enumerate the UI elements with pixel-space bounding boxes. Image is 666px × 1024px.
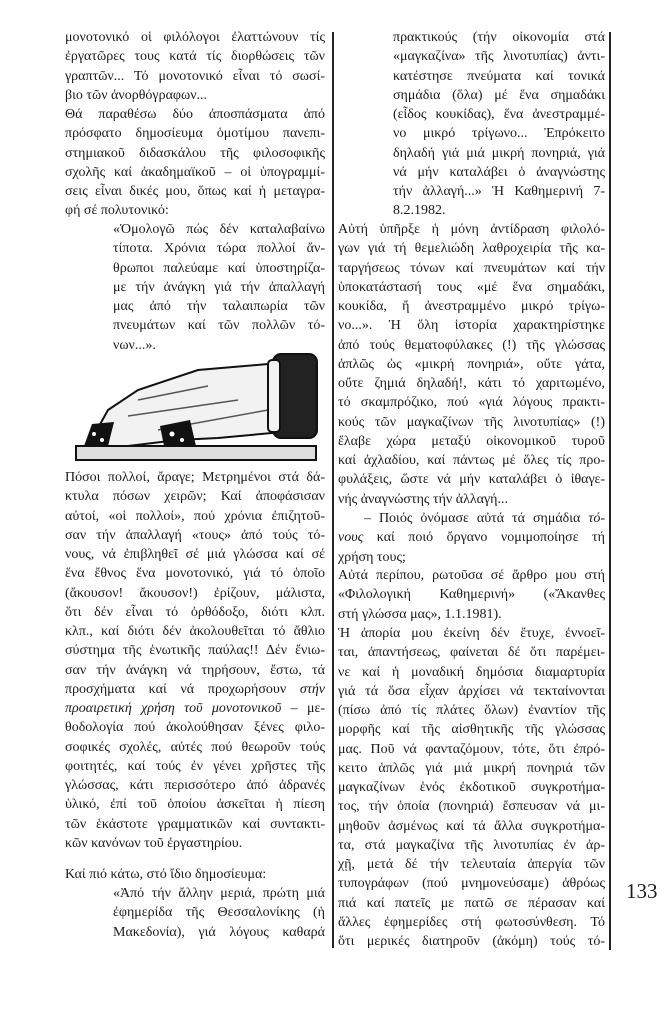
text-line: Μακεδονία), γιά λόγους καθαρά: [113, 924, 325, 940]
text-line: «Ἀπό τήν ἄλλην μεριά, πρώτη μιά: [113, 886, 325, 901]
text-line: τυπογράφων (πού μνημονεύσαμε) ἀθρόως: [338, 876, 605, 892]
text-line: [338, 509, 605, 528]
text-line: νε καί ἡ μοναδική δημόσια διαμαρτυρία: [338, 664, 605, 680]
text-line: γλώσσας, κάτι περισσότερο ἀπό ἀδρανές: [65, 778, 325, 793]
text-line: καί ἀχλαδίου, καί πάντως μέ ὅλες τίς προ-: [338, 453, 605, 468]
text-line: γραπτῶν... Τό μονοτονικό εἶναι τό σωσί-: [65, 68, 325, 84]
text-line: κουκίδα, ἤ ἀνεστραμμένο μικρό τρίγω-: [338, 299, 605, 314]
text-line: Ἡ ἀπορία μου ἐκείνη δέν ἔτυχε, ἐννοεῖ-: [338, 626, 605, 641]
text-line: Αὐτά περίπου, ρωτοῦσα σέ ἄρθρο μου στή: [338, 568, 605, 583]
text-line: (ἄκουσον! ἄκουσον!) ἐρίζουν, μάλιστα,: [65, 585, 325, 601]
text-line: σοφικές σχολές, αὐτές πού θεωροῦν τούς: [65, 739, 325, 755]
text-span: καί ποιό ὄργανο νομιμοποίησε τή: [363, 530, 605, 546]
text-line: [65, 699, 325, 718]
text-line: τα, στά μαγκαζίνα τῆς λινοτυπίας ἐν ἀρ-: [338, 837, 605, 853]
block-quote: [113, 220, 325, 355]
text-line: δηλαδή γιά μιά μικρή πονηριά, γιά: [393, 145, 605, 161]
page-number: 133: [626, 879, 658, 903]
text-line: πρόσφατο δημοσίευμα ὁμοτίμου πανεπι-: [65, 126, 325, 142]
text-line: βιο τῶν ἀνορθόγραφων...: [65, 87, 208, 103]
text-line: Αὐτή ὑπῆρξε ἡ μόνη ἀντίδραση φιλολό-: [338, 222, 605, 237]
text-line: ἕνα ἔθνος ἕνα μονοτονικό, γιά τό ὁποῖο: [65, 566, 325, 582]
text-span: – Ποιός ὀνόμασε αὐτά τά σημάδια: [364, 511, 589, 526]
text-line: χρήση τους;: [338, 549, 406, 565]
text-line: «Φιλολογική Καθημερινή» («Ἄκανθες: [338, 587, 605, 603]
paragraph: [338, 509, 605, 567]
block-quote: [393, 28, 605, 221]
text-line: θρωποι παλεύαμε καί ὑποστηρίζα-: [113, 260, 325, 276]
text-line: ὑποκατάστασή τους «μέ ἕνα σημαδάκι,: [338, 279, 605, 295]
column-rule: [609, 32, 611, 950]
text-line: τος, τήν ὁποία (πονηριά) ἔσπευσαν νά μι-: [338, 799, 605, 815]
text-line: ἁπλῶς ὡς «μικρή πονηριά», οὔτε γάτα,: [338, 356, 605, 372]
text-line: κῶν κανόνων τοῦ ἐργαστηρίου.: [65, 835, 243, 851]
paragraph: [338, 220, 605, 509]
text-line: στή γλώσσα μας», 1.1.1981).: [338, 606, 502, 622]
text-line: κούς τῶν μαγκαζίνων τῆς λινοτυπίας» (!): [338, 414, 605, 430]
text-line: νων...».: [113, 337, 156, 353]
column-rule: [332, 32, 334, 948]
text-line: (εἶδος κουκίδας), ἕνα ἀνεστραμμέ-: [393, 107, 605, 122]
italic-text: στήν: [299, 681, 325, 697]
text-line: ἔλαβε χώρα μεταξύ οἰκονομικοῦ τυροῦ: [338, 433, 605, 449]
italic-text: τό-: [588, 511, 605, 526]
text-line: σημάδια (ὅλα) μέ ἕνα σημαδάκι: [393, 87, 605, 103]
text-line: πρακτικούς (τήν οἰκονομία στά: [393, 30, 605, 45]
text-line: μηθοῦν ἀσμένως καί τά ἄλλα συγκροτήμα-: [338, 818, 605, 834]
text-line: μας ἀπό τήν ταλαιπωρία τῶν: [113, 299, 325, 314]
text-line: νο...». Ἡ ὅλη ἱστορία χαρακτηρίστηκε: [338, 318, 605, 334]
text-line: σαν τήν ἀνάγκη νά τηρήσουν, ἔστω, τά: [65, 662, 325, 678]
text-line: σεις εἶναι δικές μου, ὅπως καί ἡ μεταγρα-: [65, 184, 325, 199]
text-line: σύστημα τῆς ἑνωτικῆς παύλας!! Δέν ἔνιω-: [65, 643, 325, 659]
text-line: οὔτε ζημιά δηλαδή!, κάτι τό χαριτωμένο,: [338, 376, 605, 391]
paragraph: [338, 624, 605, 951]
text-span: – με-: [281, 701, 325, 716]
text-line: ἐργατῶρες τους κατά τίς διορθώσεις τῶν: [65, 49, 325, 65]
text-span: προσχήματα καί νά προχωρήσουν: [65, 681, 300, 697]
text-line: 8.2.1982.: [393, 203, 446, 219]
text-line: κτυλα πόσων χειρῶν; Καί ἀποφάσισαν: [65, 489, 325, 505]
text-line: θοδολογία πού ἀκολούθησαν ξένες φιλο-: [65, 720, 325, 736]
paragraph: [65, 468, 325, 853]
text-line: Καί πιό κάτω, στό ἴδιο δημοσίευμα:: [65, 867, 267, 882]
text-line: ἄλλες ἐφημερίδες στή φωτοσύνθεση. Τό: [338, 914, 605, 930]
text-line: ὅτι μερικές διατηροῦν (ἀκόμη) τούς τό-: [338, 934, 605, 949]
text-line: αὐτοί, «οἱ πολλοί», πού χρόνια ἐπιζητοῦ-: [65, 508, 325, 524]
text-line: «Ὁμολογῶ πώς δέν καταλαβαίνω: [113, 222, 325, 237]
text-line: ται, ἀπαντήσεως, φαίνεται δέ ὅτι παρέμει-: [338, 645, 605, 661]
paragraph: [338, 566, 605, 624]
text-line: «μαγκαζίνα» τῆς λινοτυπίας) ἀντι-: [393, 49, 605, 65]
text-line: χῇ, μετά δέ τήν τελευταία ἀπεργία τῶν: [338, 857, 605, 872]
text-line: νά μήν καταλάβει ὁ ἀναγνώστης: [393, 164, 605, 180]
text-line: με τήν ἀνάγκη γιά τήν ἀπαλλαγή: [113, 279, 325, 295]
text-line: τίποτα. Χρόνια τώρα πολλοί ἄν-: [113, 241, 325, 257]
text-line: ὅτι δέν εἶναι τό ὀρθόδοξο, διότι κλπ.: [65, 604, 325, 620]
text-line: Πόσοι πολλοί, ἄραγε; Μετρημένοι στά δά-: [65, 470, 325, 485]
text-line: σχολῆς καί ἀκαδημαϊκοῦ – οἱ ὑπογραμμί-: [65, 164, 325, 180]
pointing-hand-illustration: [68, 350, 324, 464]
paragraph: [65, 865, 325, 884]
text-line: μας. Ποῦ νά φανταζόμουν, τότε, ὅτι ἐπρό-: [338, 741, 605, 757]
text-line: νο μικρό τρίγωνο... Ἐπρόκειτο: [393, 126, 605, 142]
text-line: τό σκαμπρόζικο, πού «γιά λόγους πρακτι-: [338, 395, 605, 411]
text-line: πιά καί πατεῖς με πατῶ σε πέρασαν καί: [338, 895, 605, 911]
text-line: Θά παραθέσω δύο ἀποσπάσματα ἀπό: [65, 107, 325, 122]
text-line: νής ἀναγνώστης τήν ἀλλαγή...: [338, 491, 508, 507]
text-line: (πίσω ἀπό τίς πλάτες ὅλων) ἐναντίον τῆς: [338, 703, 605, 718]
italic-text: προαιρετική χρήση τοῦ μονοτονικοῦ: [65, 701, 282, 716]
text-line: κειτο ἁπλῶς γιά μιά μικρή πονηριά τῶν: [338, 760, 605, 776]
text-line: μαγκαζίνων ἑνός ἐκδοτικοῦ συγκροτήμα-: [338, 780, 605, 795]
text-line: μορφῆς καί τῆς αἰσθητικῆς τῆς γλώσσας: [338, 722, 605, 738]
text-line: νους, νά ἐπιβληθεῖ σέ μιά γλώσσα καί σέ: [65, 547, 325, 562]
text-line: [65, 680, 325, 699]
text-line: κλπ., καί διότι δέν ἀκολουθεῖται τό ἄθλιο: [65, 624, 325, 639]
text-line: φή σέ πολυτονικό:: [65, 203, 169, 219]
text-line: τήν ἀλλαγή...» Ἡ Καθημερινή 7-: [393, 184, 605, 199]
text-line: μονοτονικό οἱ φιλόλογοι ἐλαττώνουν τίς: [65, 30, 325, 45]
italic-text: νους: [338, 530, 364, 546]
text-line: [338, 528, 605, 547]
block-quote: [113, 884, 325, 942]
text-line: ἀπό τούς θεματοφύλακες (!) τῆς γλώσσας: [338, 337, 605, 353]
paragraph: [65, 105, 325, 221]
text-line: ὑλικό, ἐπί τοῦ ὁποίου ἀσκεῖται ἡ πίεση: [65, 797, 325, 813]
text-line: φυλάξεις, ὥστε νά μήν καταλάβει ὁ ἰθαγε-: [338, 472, 605, 488]
text-line: φοιτητές, καί τούς ἐν γένει χρῆστες τῆς: [65, 758, 325, 774]
text-line: σαν τήν ἀπαλλαγή «τους» ἀπό τούς τό-: [65, 527, 325, 543]
paragraph: [65, 28, 325, 105]
text-line: στημιακοῦ διδασκάλου τῆς φιλοσοφικῆς: [65, 145, 325, 161]
text-line: γων γιά τή θεμελιώδη λαθροχειρία τῆς κα-: [338, 241, 605, 257]
text-line: ἐφημερίδα τῆς Θεσσαλονίκης (ἡ: [113, 905, 325, 921]
text-line: τῶν ἑκάστοτε γραμματικῶν καί συντακτι-: [65, 816, 325, 832]
text-line: γιά τά ὅσα εἶχαν ἀρχίσει νά τεκταίνονται: [338, 683, 605, 699]
text-line: κατέστησε πνεύματα καί τονικά: [393, 68, 605, 84]
text-line: ταργήσεως τόνων καί πνευμάτων καί τήν: [338, 260, 605, 276]
text-line: πνευμάτων καί τῶν πολλῶν τό-: [113, 318, 325, 334]
